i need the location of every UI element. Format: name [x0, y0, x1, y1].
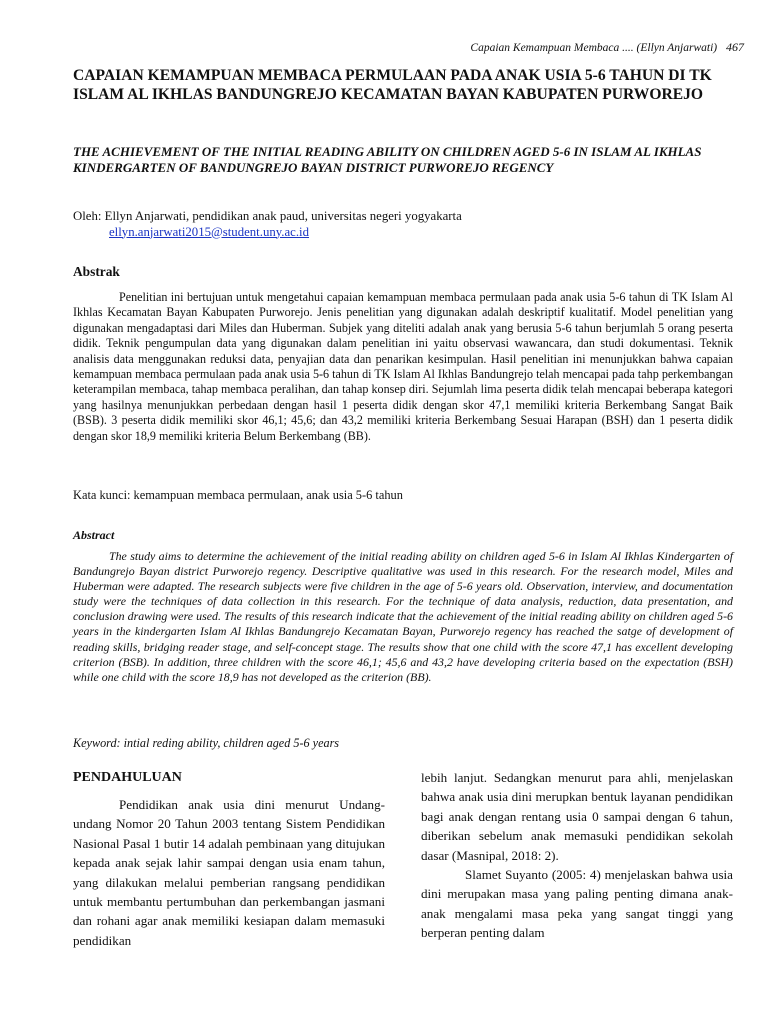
abstrak-body: Penelitian ini bertujuan untuk mengetahui capaian kemampuan membaca permulaan pada anak usia 5-6 tahun di TK Islam Al Ikhlas Kecamatan Bayan Kabupaten Purworejo. Jenis penelitian yang digunakan adalah deskriptif kualitatif. Model penelitian yang digunakan mengadaptasi dari Miles dan Huberman. Subjek yang diteliti adalah anak yang berusia 5-6 tahun berjumlah 5 orang peserta didik. Teknik pengumpulan data yang digunakan dalam penelitian ini yaitu observasi wawancara, dan studi dokumentasi. Teknik analisis data menggunakan reduksi data, penyajian data dan penarikan kesimpulan. Hasil penelitian ini menunjukkan bahwa capaian kemampuan membaca permulaan pada anak usia 5-6 tahun di TK Islam Al Ikhlas Bandungrejo telah mencapai pada tahp perkembangan keterampilan membaca, tahap membaca peralihan, dan tahap konsep diri. Sejumlah lima peserta didik telah mencapai beberapa kategori yang hasilnya menunjukkan perbedaan dengan hasil 1 peserta didik dengan skor 47,1 memiliki kriteria Berkembang Sangat Baik (BSB). 3 peserta didik memiliki skor 46,1; 45,6; dan 43,2 memiliki kriteria Berkembang Sesuai Harapan (BSH) dan 1 peserta didik dengan skor 18,9 memiliki kriteria Belum Berkembang (BB).	[73, 290, 733, 443]
author-block	[73, 209, 733, 240]
author-email-link[interactable]: ellyn.anjarwati2015@student.uny.ac.id	[109, 224, 310, 239]
abstract-keywords: Keyword: intial reding ability, children aged 5-6 years	[73, 736, 340, 750]
left-column	[73, 769, 385, 950]
section-heading-pendahuluan: PENDAHULUAN	[73, 770, 182, 785]
running-header	[0, 40, 744, 55]
abstrak-keywords: Kata kunci: kemampuan membaca permulaan, anak usia 5-6 tahun	[73, 488, 403, 502]
abstract-heading: Abstract	[73, 528, 115, 542]
paper-title: CAPAIAN KEMAMPUAN MEMBACA PERMULAAN PADA ANAK USIA 5-6 TAHUN DI TK ISLAM AL IKHLAS BANDUNGREJO KECAMATAN BAYAN KABUPATEN PURWOREJO	[73, 67, 712, 103]
right-column	[421, 768, 733, 943]
page-number: 467	[726, 40, 744, 54]
abstract-body: The study aims to determine the achievement of the initial reading ability on children aged 5-6 in Islam Al Ikhlas Kindergarten of Bandungrejo Bayan district Purworejo regency. Descriptive qualitative was used in this research. For the research model, Miles and Huberman were adapted. The research subjects were five children in the age of 5-6 years old. Observation, interview, and documentation study were the techniques of data collection in this research. For the technique of data analysis, reduction, data presentation, and conclusion drawing were used. The results of this research indicate that the achievement of the initial reading ability on children aged 5-6 years in the kindergarten Islam Al Ikhlas Bandungrejo Kecamatan Bayan, Purworejo regency has reached the satge of development of reading skills, bridging reader stage, and self-concept stage. The results show that one child with the score 47,1 has excellent developing criterion (BSB). In addition, three children with the score 46,1; 45,6 and 43,2 have developing criteria based on the expectation (BSH) while one child with the score 18,9 has not developed as the criterion (BB).	[73, 549, 733, 684]
paper-subtitle-english: THE ACHIEVEMENT OF THE INITIAL READING ABILITY ON CHILDREN AGED 5-6 IN ISLAM AL IKHLAS KINDERGARTEN OF BANDUNGREJO BAYAN DISTRICT PURWOREJO REGENCY	[73, 144, 702, 175]
pendahuluan-paragraph-1: Pendidikan anak usia dini menurut Undang-undang Nomor 20 Tahun 2003 tentang Sistem Pendidikan Nasional Pasal 1 butir 14 adalah pembinaan yang ditujukan kepada anak sejak lahir sampai dengan usia enam tahun, yang dilakukan melalui pemberian rangsang pendidikan untuk membantu pertumbuhan dan perkembangan jasmani dan rohani agar anak memiliki kesiapan dalam memasuki pendidikan	[73, 797, 385, 948]
pendahuluan-paragraph-2: lebih lanjut. Sedangkan menurut para ahli, menjelaskan bahwa anak usia dini merupkan bentuk layanan pendidikan bagi anak dengan rentang usia 0 sampai dengan 6 tahun, diberikan sebelum anak memasuki pendidikan sekolah dasar (Masnipal, 2018: 2).	[421, 770, 733, 863]
author-line: Oleh: Ellyn Anjarwati, pendidikan anak paud, universitas negeri yogyakarta	[73, 209, 462, 223]
pendahuluan-paragraph-3: Slamet Suyanto (2005: 4) menjelaskan bahwa usia dini merupakan masa yang paling penting dimana anak-anak mengalami masa peka yang sangat tinggi yang berperan penting dalam	[421, 867, 733, 941]
abstrak-heading: Abstrak	[73, 264, 120, 279]
running-title: Capaian Kemampuan Membaca .... (Ellyn Anjarwati)	[470, 42, 718, 54]
